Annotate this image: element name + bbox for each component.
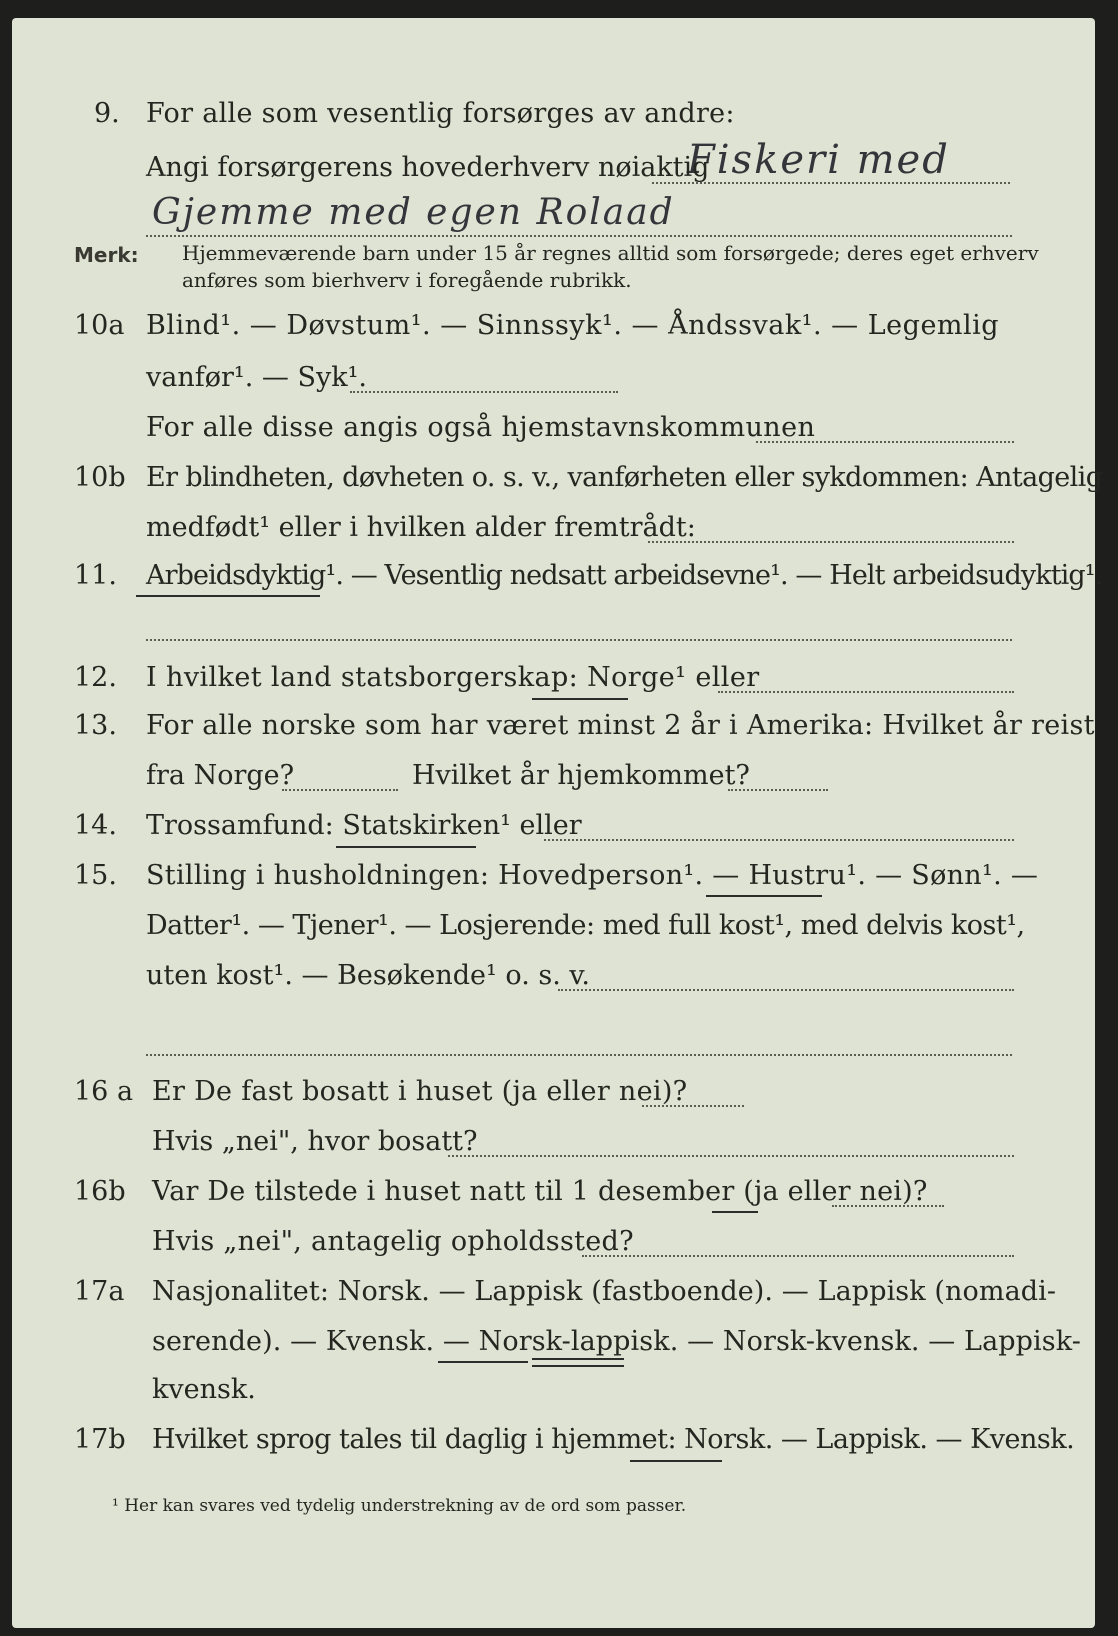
q17a-line2: serende). — Kvensk. — Norsk-lappisk. — Norsk-kvensk. — Lappisk- (152, 1326, 1081, 1357)
q9-number: 9. (94, 98, 120, 129)
q10a-line2: vanfør¹. — Syk¹. (146, 362, 367, 393)
q9-line2: Angi forsørgerens hovederhverv nøiaktig (146, 152, 710, 183)
q16b-opholdssted-line (582, 1255, 1014, 1257)
q16a-line1: Er De fast bosatt i huset (ja eller nei)? (152, 1076, 688, 1107)
q12-line1: I hvilket land statsborgerskap: Norge¹ eller (146, 662, 760, 693)
q17b-underline-norsk (630, 1460, 722, 1462)
merk-label: Merk: (74, 243, 139, 267)
q9-answer2-line (146, 235, 1012, 237)
q9-answer1-line (652, 182, 1010, 184)
q15-underline-hustru (706, 895, 822, 897)
q10a-line1: Blind¹. — Døvstum¹. — Sinnssyk¹. — Åndssvak¹. — Legemlig (146, 310, 1000, 341)
q13-line1: For alle norske som har været minst 2 år i Amerika: Hvilket år reist (146, 710, 1095, 741)
q9-line1: For alle som vesentlig forsørges av andre: (146, 98, 735, 129)
q11-answer-line (146, 639, 1012, 641)
q10b-number: 10b (74, 462, 126, 493)
q17a-line3: kvensk. (152, 1374, 256, 1405)
q10a-number: 10a (74, 310, 125, 341)
q10a-hjemstavn-line (756, 441, 1014, 443)
q17b-line1: Hvilket sprog tales til daglig i hjemmet: Norsk. — Lappisk. — Kvensk. (152, 1424, 1075, 1455)
q11-number: 11. (74, 560, 117, 591)
q16b-line2: Hvis „nei", antagelig opholdssted? (152, 1226, 634, 1257)
q14-number: 14. (74, 810, 117, 841)
q16a-number: 16 a (74, 1076, 134, 1107)
q10a-line3: For alle disse angis også hjemstavnskommunen (146, 412, 816, 443)
q9-answer2: Gjemme med egen Rolaad (152, 192, 675, 233)
footnote: ¹ Her kan svares ved tydelig understrekning av de ord som passer. (112, 1496, 687, 1516)
q9-answer1: Fiskeri med (687, 137, 950, 183)
q10b-alder-line (648, 541, 1014, 543)
q16b-answer-line (832, 1205, 944, 1207)
merk-line1: Hjemmeværende barn under 15 år regnes alltid som forsørgede; deres eget erhverv (182, 241, 1039, 265)
q11-line1: Arbeidsdyktig¹. — Vesentlig nedsatt arbeidsevne¹. — Helt arbeidsudyktig¹. (146, 560, 1103, 591)
q13-reist-line (282, 789, 398, 791)
q12-number: 12. (74, 662, 117, 693)
census-form-page (12, 18, 1103, 1628)
q17a-line1: Nasjonalitet: Norsk. — Lappisk (fastboende). — Lappisk (nomadi- (152, 1276, 1057, 1307)
q15-line2: Datter¹. — Tjener¹. — Losjerende: med full kost¹, med delvis kost¹, (146, 910, 1025, 941)
q14-eller-line (544, 839, 1014, 841)
q15-number: 15. (74, 860, 117, 891)
q12-eller-line (718, 691, 1014, 693)
q16a-line2: Hvis „nei", hvor bosatt? (152, 1126, 478, 1157)
q16a-bosatt-line (448, 1155, 1014, 1157)
q17a-number: 17a (74, 1276, 125, 1307)
q15-answer-line (146, 1054, 1012, 1056)
q17a-underline-lappisk-2 (532, 1365, 624, 1367)
q17a-underline-lappisk-1 (532, 1358, 624, 1360)
q15-line3: uten kost¹. — Besøkende¹ o. s. v. (146, 960, 591, 991)
q10b-line2: medfødt¹ eller i hvilken alder fremtrådt: (146, 512, 696, 543)
q15-besokende-line (558, 989, 1014, 991)
q12-underline-norge (532, 698, 628, 700)
q13-line2a: fra Norge? (146, 760, 295, 791)
q15-line1: Stilling i husholdningen: Hovedperson¹. — Hustru¹. — Sønn¹. — (146, 860, 1039, 891)
q17a-underline-norsk (438, 1361, 528, 1363)
q10b-line1: Er blindheten, døvheten o. s. v., vanførheten eller sykdommen: Antagelig (146, 462, 1103, 493)
merk-line2: anføres som bierhverv i foregående rubrikk. (182, 268, 632, 292)
q13-number: 13. (74, 710, 117, 741)
q16a-answer-line (642, 1105, 744, 1107)
q14-underline-statskirken (336, 846, 476, 848)
q13-hjemkommet-line (728, 789, 828, 791)
q13-line2b: Hvilket år hjemkommet? (412, 760, 750, 791)
q11-underline-arbeidsdyktig (136, 595, 320, 597)
q16b-line1: Var De tilstede i huset natt til 1 desember (ja eller nei)? (152, 1176, 928, 1207)
q17b-number: 17b (74, 1424, 126, 1455)
q14-line1: Trossamfund: Statskirken¹ eller (146, 810, 582, 841)
q16b-number: 16b (74, 1176, 126, 1207)
q10a-syk-line (350, 391, 618, 393)
q16b-underline-ja (712, 1211, 758, 1213)
